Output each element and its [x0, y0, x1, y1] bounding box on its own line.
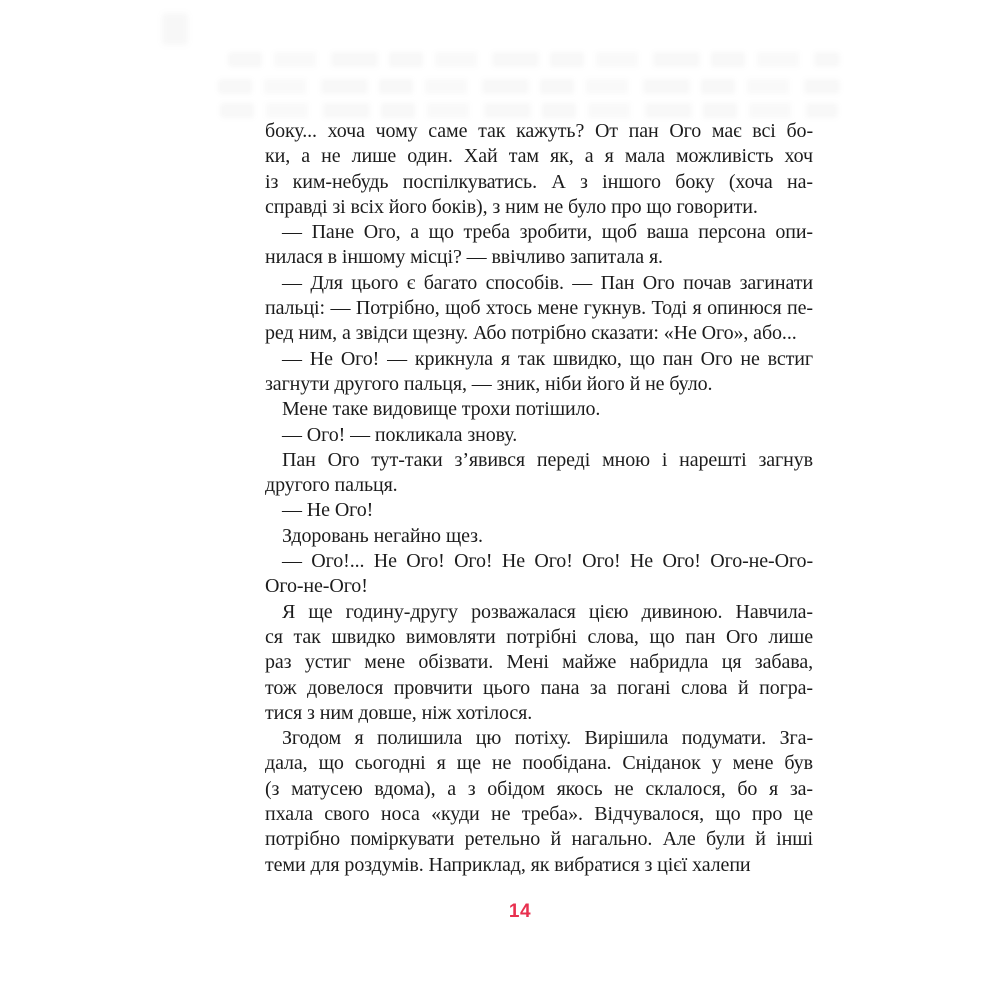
text-line: Здоровань негайно щез.	[282, 524, 483, 547]
text-line: раз устиг мене обізвати. Мені майже набридла ця забава,	[265, 651, 813, 674]
paragraph	[265, 524, 813, 549]
text-line: боку... хоча чому саме так кажуть? От пан Ого має всі бо-	[265, 120, 813, 142]
paragraph	[265, 119, 813, 220]
text-line: дала, що сьогодні я ще не пообідана. Сніданок у мене був	[265, 752, 813, 775]
text-line: тися з ним довше, ніж хотілося.	[265, 701, 533, 724]
text-line: Мене таке видовище трохи потішило.	[282, 398, 601, 421]
bleed-through-row	[218, 79, 840, 94]
paragraph	[265, 549, 813, 600]
text-line: пальці: — Потрібно, щоб хтось мене гукнув. Тоді я опинюся пе-	[265, 297, 813, 320]
text-line: тож довелося провчити цього пана за погані слова й погра-	[265, 676, 813, 699]
paragraph	[265, 423, 813, 448]
text-line: ред ним, а звідси щезну. Або потрібно сказати: «Не Ого», або...	[265, 322, 797, 345]
text-line: другого пальця.	[265, 474, 398, 497]
text-line: — Для цього є багато способів. — Пан Ого почав загинати	[282, 271, 813, 294]
text-line: Пан Ого тут-таки з’явився переді мною і нарешті загнув	[282, 448, 813, 471]
paragraph	[265, 726, 813, 878]
text-line: загнути другого пальця, — зник, ніби його й не було.	[265, 372, 713, 395]
text-line: із ким-небудь поспілкуватись. А з іншого боку (хоча на-	[265, 170, 813, 193]
body-text	[265, 119, 813, 878]
text-line: — Пане Ого, а що треба зробити, щоб ваша персона опи-	[282, 221, 813, 244]
text-line: — Не Ого! — крикнула я так швидко, що пан Ого не встиг	[282, 347, 813, 370]
text-line: ки, а не лише один. Хай там як, а я мала можливість хоч	[265, 145, 813, 168]
text-line: Згодом я полишила цю потіху. Вирішила подумати. Зга-	[282, 727, 813, 750]
text-line: — Ого!... Не Ого! Ого! Не Ого! Ого! Не Ого! Ого-не-Ого-	[282, 550, 813, 573]
page-number: 14	[508, 901, 532, 922]
text-line: — Ого! — покликала знову.	[282, 423, 518, 446]
paragraph	[265, 271, 813, 347]
paragraph	[265, 498, 813, 523]
bleed-through-row	[220, 103, 838, 118]
bleed-through-row	[228, 52, 840, 67]
text-line: Я ще годину-другу розважалася цією дивиною. Навчила-	[282, 600, 813, 623]
text-line: потрібно поміркувати ретельно й нагально. Але були й інші	[265, 828, 813, 851]
text-line: Ого-не-Ого!	[265, 575, 368, 598]
paragraph	[265, 600, 813, 726]
text-line: теми для роздумів. Наприклад, як вибратися з цієї халепи	[265, 853, 751, 876]
text-line: (з матусею вдома), а з обідом якось не склалося, бо я за-	[265, 777, 813, 800]
paragraph	[265, 448, 813, 499]
text-line: справді зі всіх його боків), з ним не було про що говорити.	[265, 195, 758, 218]
text-line: — Не Ого!	[282, 499, 374, 522]
bleed-through-mark	[162, 13, 188, 45]
text-line: нилася в іншому місці? — ввічливо запитала я.	[265, 246, 663, 269]
paragraph	[265, 347, 813, 398]
text-line: ся так швидко вимовляти потрібні слова, що пан Ого лише	[265, 625, 813, 648]
paragraph	[265, 220, 813, 271]
text-line: пхала свого носа «куди не треба». Відчувалося, що про це	[265, 803, 813, 826]
paragraph	[265, 397, 813, 422]
